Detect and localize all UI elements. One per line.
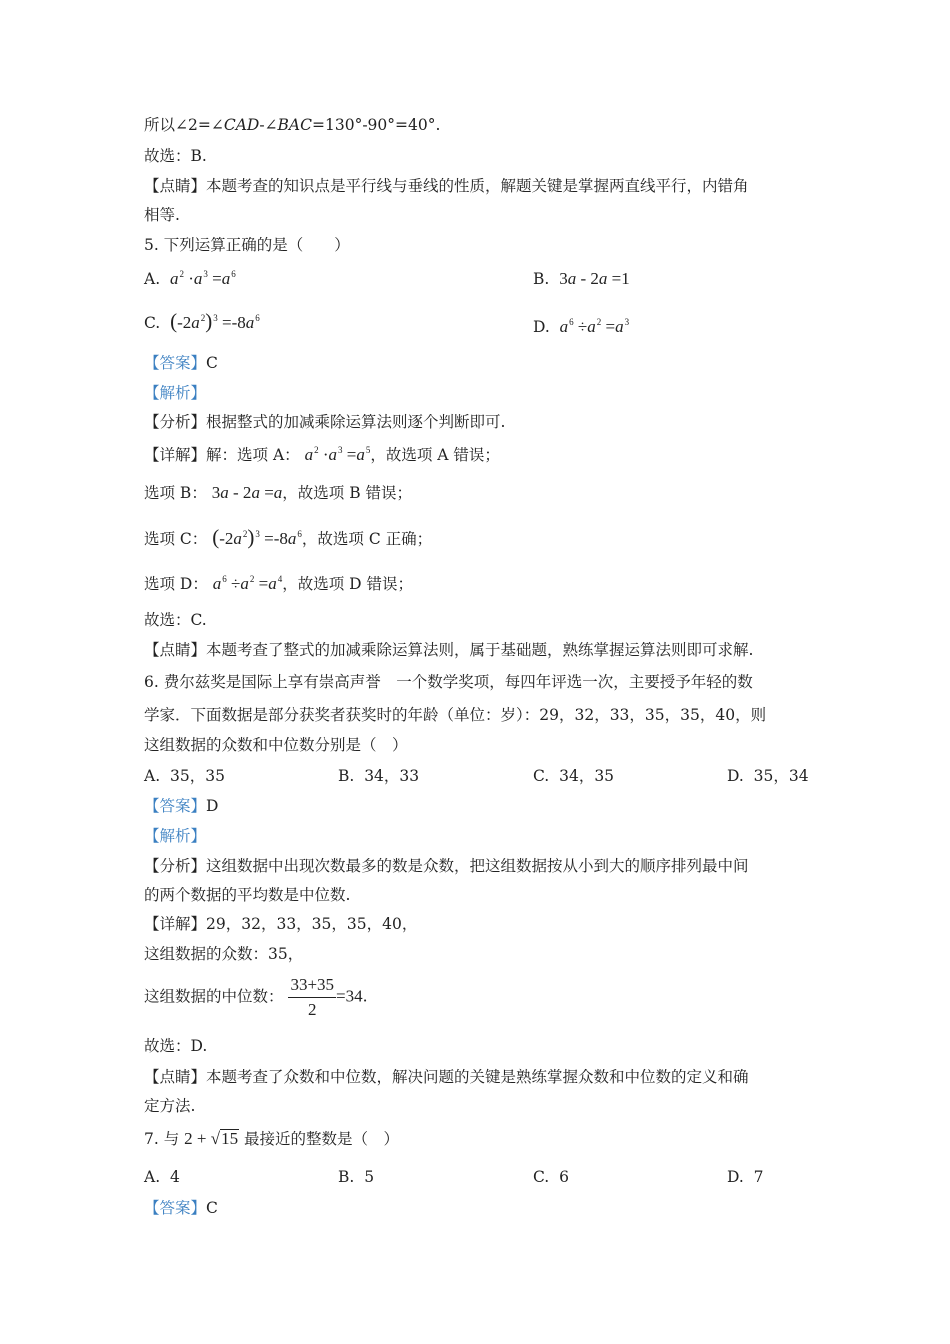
q6-option-b: B. 34，33 (338, 767, 420, 785)
angle-conclusion-line: 所以∠2=∠CAD-∠BAC=130°-90°=40°. (144, 116, 441, 134)
q6-comment: 【点睛】本题考查了众数和中位数，解决问题的关键是熟练掌握众数和中位数的定义和确 (144, 1068, 749, 1086)
q5-fenxi: 【分析】根据整式的加减乘除运算法则逐个判断即可. (144, 413, 506, 431)
q5-choice: 故选：C. (144, 611, 207, 629)
q5-option-a: A. $a^2 \cdot a^3 =a^6$ (144, 269, 236, 288)
q5-option-d: D. $a^6 \div a^2 =a^3$ (533, 317, 630, 336)
question-6-line-2: 学家．下面数据是部分获奖者获奖时的年龄（单位：岁）：29，32，33，35，35，40，则 (144, 706, 767, 724)
median-fraction: $\frac{33+35}{2}$ (290, 975, 335, 1019)
q5-detail-d: 选项 D： $a^6 \div a^2 =a^4$，故选项 D 错误； (144, 574, 414, 593)
q6-mode-line: 这组数据的众数：35， (144, 945, 304, 963)
question-7: 7. 与 2 + √15 最接近的整数是（ ） (144, 1129, 400, 1148)
q5-option-a-expr: $a^2 \cdot a^3 =a^6$ (169, 269, 236, 288)
q6-option-d: D. 35，34 (727, 767, 809, 785)
q7-expression: 2 + √15 (184, 1129, 239, 1148)
q5-option-c: C. $(-2a^2)^3 =-8a^6$ (144, 309, 260, 333)
q6-comment-cont: 定方法. (144, 1097, 196, 1115)
q7-option-d: D. 7 (727, 1168, 764, 1186)
q7-option-c: C. 6 (533, 1168, 569, 1186)
q5-option-d-expr: $a^6 \div a^2 =a^3$ (559, 317, 630, 336)
q7-answer: 【答案】C (144, 1199, 218, 1217)
q7-option-a: A. 4 (144, 1168, 180, 1186)
question-6-line-3: 这组数据的众数和中位数分别是（ ） (144, 736, 408, 754)
q5-detail-c: 选项 C： $(-2a^2)^3 =-8a^6$，故选项 C 正确； (144, 525, 433, 549)
question-5: 5. 下列运算正确的是（ ） (144, 236, 350, 254)
q6-detail: 【详解】29，32，33，35，35，40， (144, 915, 418, 933)
q6-fenxi-cont: 的两个数据的平均数是中位数. (144, 886, 351, 904)
q6-option-a: A. 35，35 (144, 767, 225, 785)
question-6-line-1: 6. 费尔兹奖是国际上享有崇高声誉 一个数学奖项，每四年评选一次，主要授予年轻的数 (144, 673, 753, 691)
q6-answer: 【答案】D (144, 797, 219, 815)
comment-line: 【点睛】本题考查的知识点是平行线与垂线的性质，解题关键是掌握两直线平行，内错角 (144, 177, 749, 195)
choice-line: 故选：B. (144, 147, 207, 165)
q5-analysis-tag: 【解析】 (144, 384, 207, 402)
q5-option-b-expr: 3a - 2a =1 (559, 269, 630, 288)
q6-median-line: 这组数据的中位数： $\frac{33+35}{2}$ =34. (144, 975, 368, 1019)
comment-line-cont: 相等. (144, 206, 180, 224)
q6-option-c: C. 34，35 (533, 767, 615, 785)
q5-detail-b: 选项 B： 3a - 2a =a，故选项 B 错误； (144, 483, 413, 502)
q5-comment: 【点睛】本题考查了整式的加减乘除运算法则，属于基础题，熟练掌握运算法则即可求解. (144, 641, 754, 659)
q5-detail-a: 【详解】解：选项 A： $a^2 \cdot a^3 =a^5$，故选项 A 错误； (144, 445, 500, 464)
q6-fenxi: 【分析】这组数据中出现次数最多的数是众数，把这组数据按从小到大的顺序排列最中间 (144, 857, 749, 875)
q5-option-c-expr: $(-2a^2)^3 =-8a^6$ (170, 309, 260, 333)
q6-choice: 故选：D. (144, 1037, 208, 1055)
q7-option-b: B. 5 (338, 1168, 375, 1186)
q5-answer: 【答案】C (144, 354, 218, 372)
q6-analysis-tag: 【解析】 (144, 827, 207, 845)
q5-option-b: B. 3a - 2a =1 (533, 269, 630, 288)
